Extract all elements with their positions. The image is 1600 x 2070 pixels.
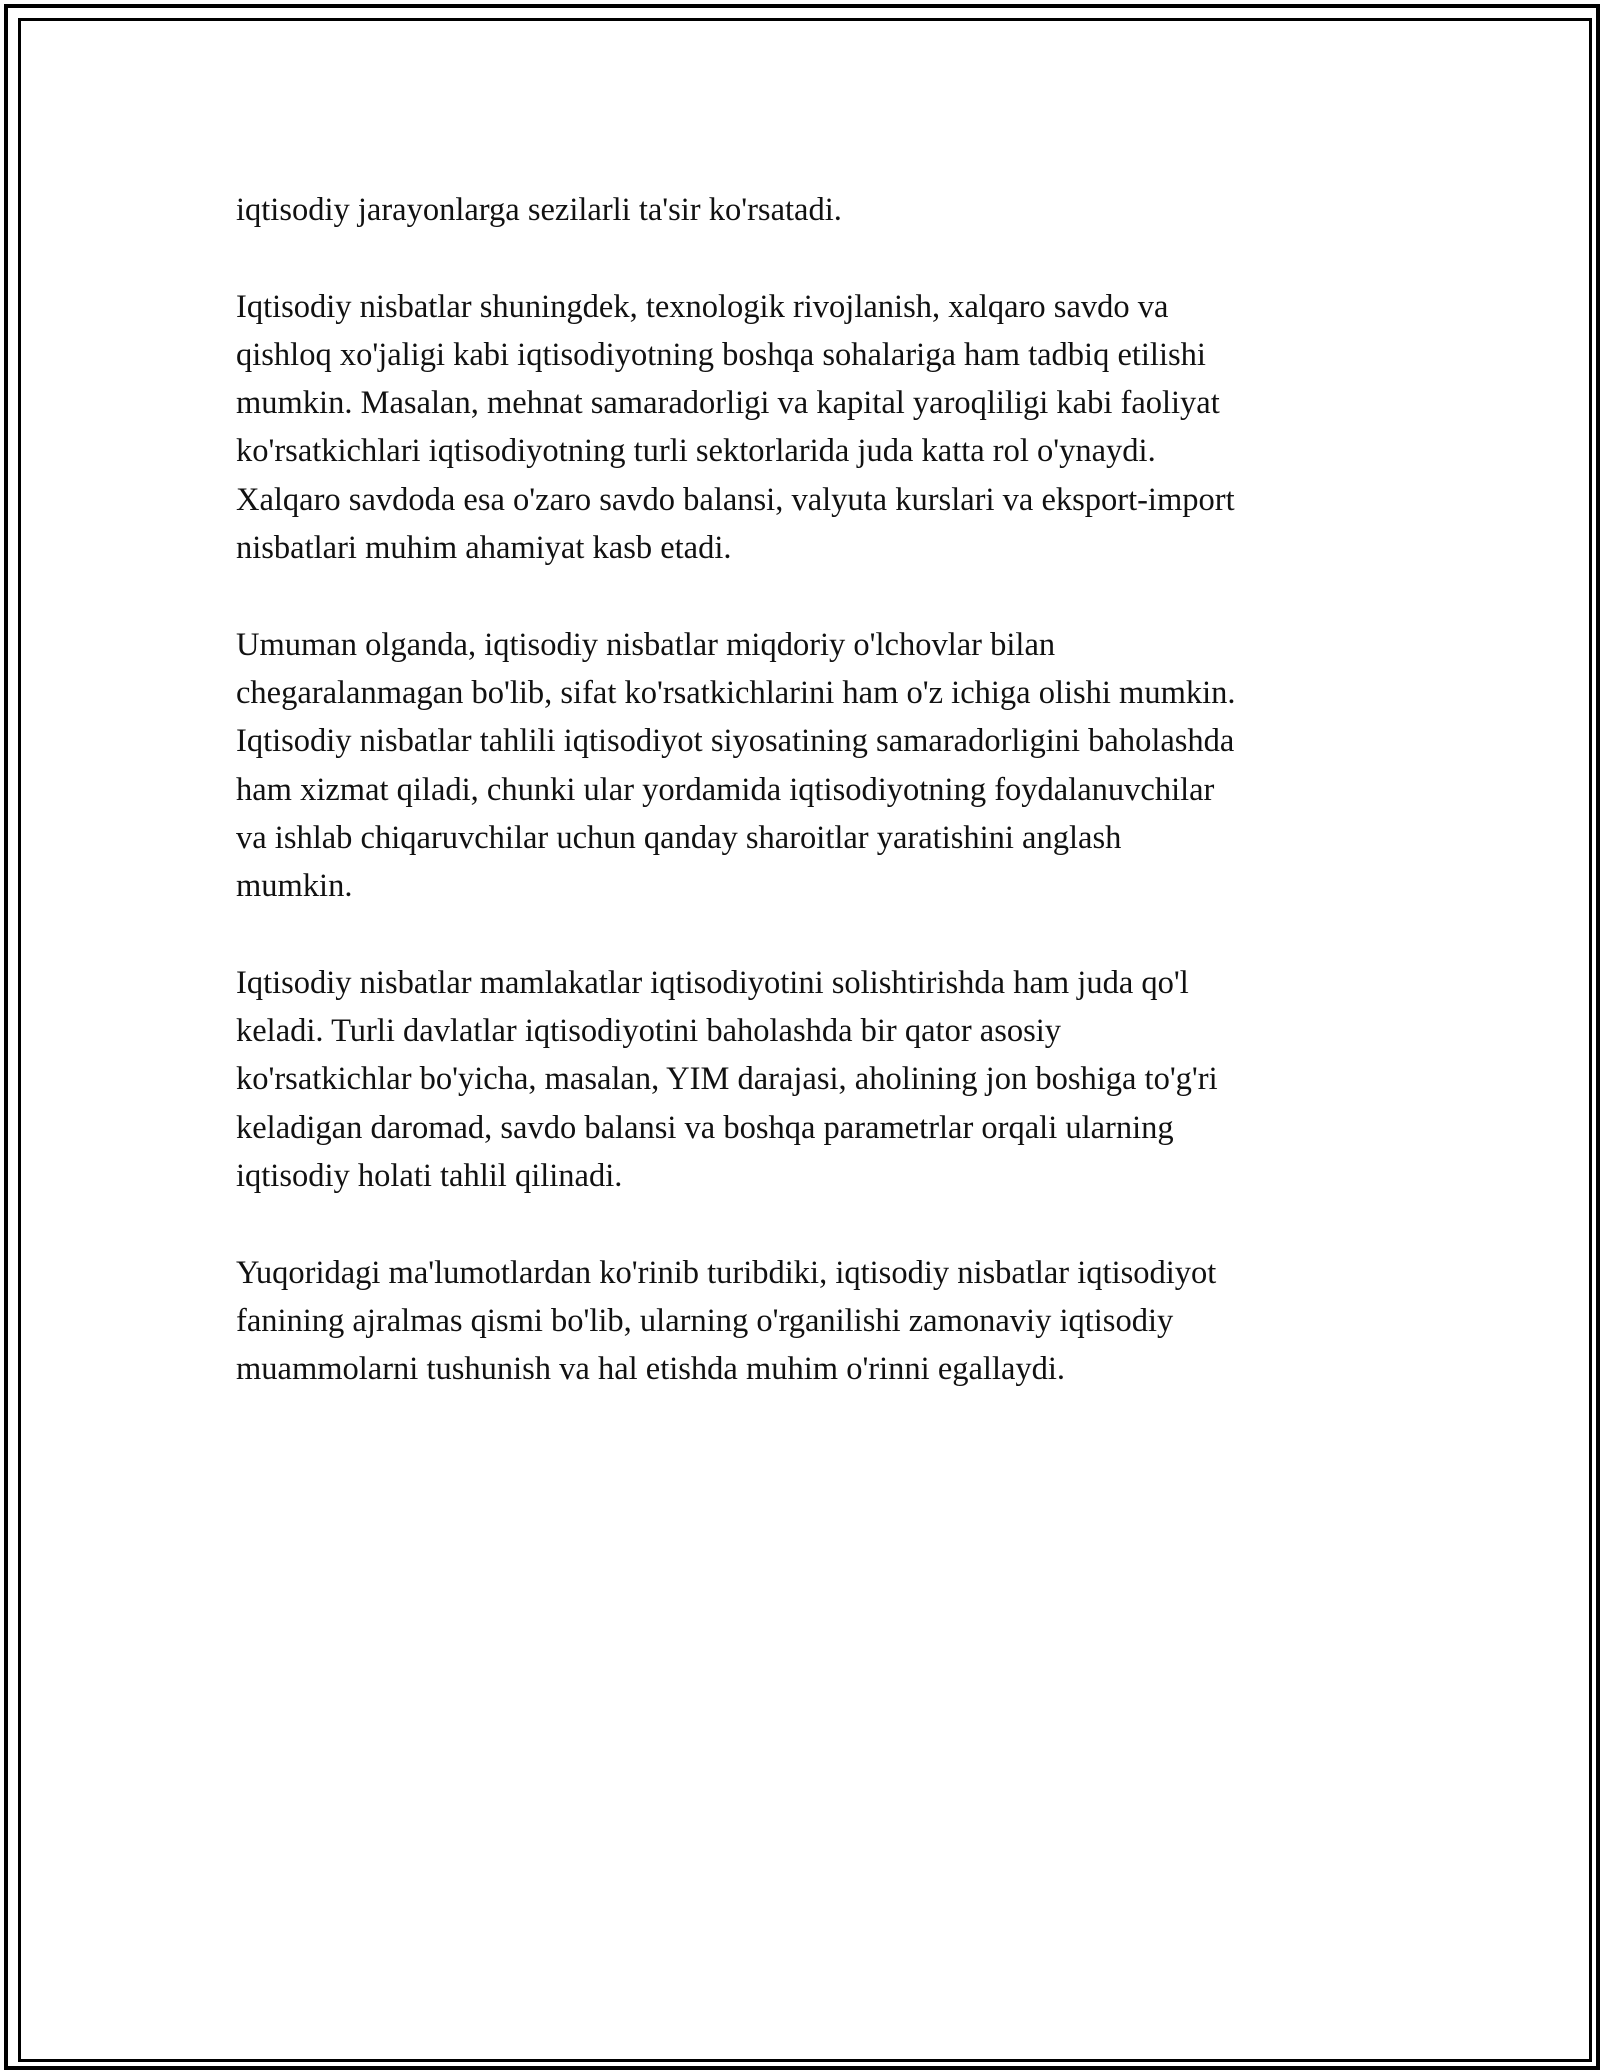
- paragraph-3: Umuman olganda, iqtisodiy nisbatlar miqdoriy o'lchovlar bilan chegaralanmagan bo'lib, sifat ko'rsatkichlarini ham o'z ichiga olishi mumkin. Iqtisodiy nisbatlar tahlili iqtisodiyot siyosatining samaradorligini baholashda ham xizmat qiladi, chunki ular yordamida iqtisodiyotning foydalanuvchilar va ishlab chiqaruvchilar uchun qanday sharoitlar yaratishini anglash mumkin.: [236, 626, 1236, 905]
- document-body: [236, 186, 1396, 1442]
- paragraph-5: Yuqoridagi ma'lumotlardan ko'rinib turibdiki, iqtisodiy nisbatlar iqtisodiyot fanining ajralmas qismi bo'lib, ularning o'rganilishi zamonaviy iqtisodiy muammolarni tushunish va hal etishda muhim o'rinni egallaydi.: [236, 1254, 1217, 1388]
- paragraph-4: Iqtisodiy nisbatlar mamlakatlar iqtisodiyotini solishtirishda ham juda qo'l keladi. Turli davlatlar iqtisodiyotini baholashda bir qator asosiy ko'rsatkichlar bo'yicha, masalan, YIM darajasi, aholining jon boshiga to'g'ri keladigan daromad, savdo balansi va boshqa parametrlar orqali ularning iqtisodiy holati tahlil qilinadi.: [236, 964, 1218, 1194]
- paragraph-2: Iqtisodiy nisbatlar shuningdek, texnologik rivojlanish, xalqaro savdo va qishloq xo'jaligi kabi iqtisodiyotning boshqa sohalariga ham tadbiq etilishi mumkin. Masalan, mehnat samaradorligi va kapital yaroqliligi kabi faoliyat ko'rsatkichlari iqtisodiyotning turli sektorlarida juda katta rol o'ynaydi. Xalqaro savdoda esa o'zaro savdo balansi, valyuta kurslari va eksport-import nisbatlari muhim ahamiyat kasb etadi.: [236, 288, 1235, 567]
- paragraph-1: iqtisodiy jarayonlarga sezilarli ta'sir ko'rsatadi.: [236, 192, 842, 228]
